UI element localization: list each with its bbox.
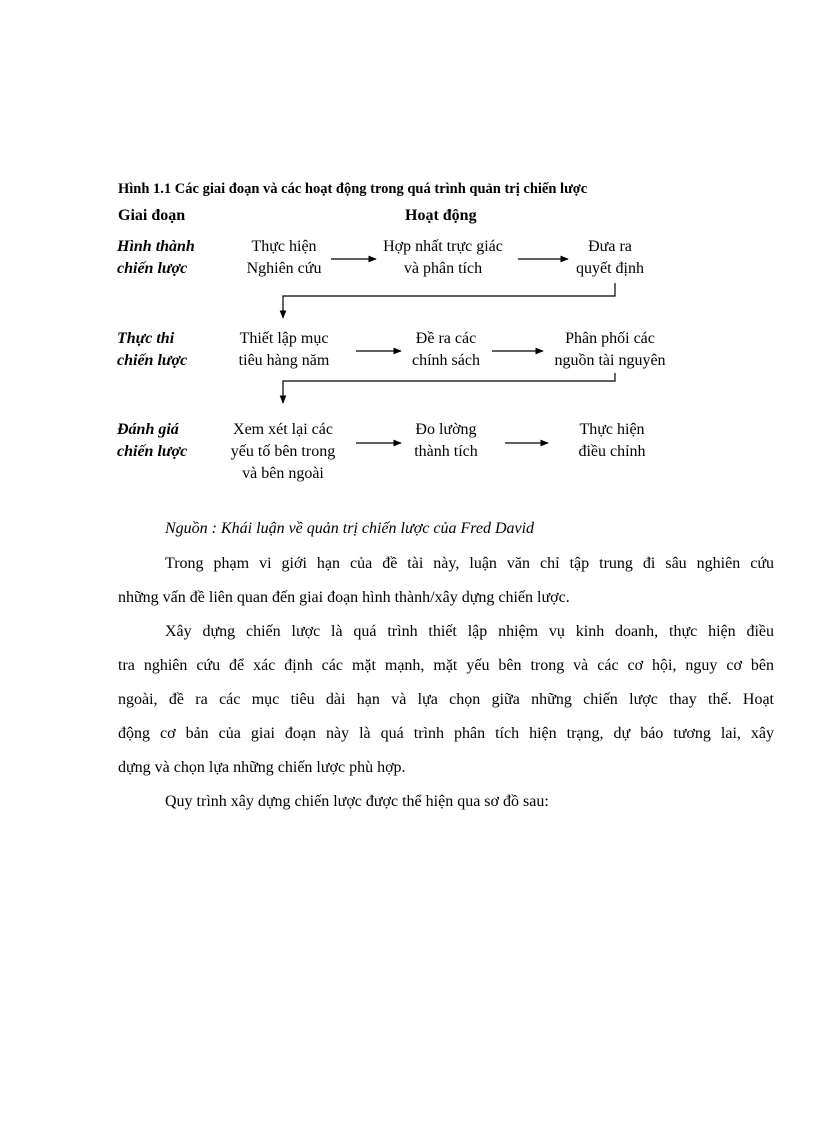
activity-line: Thực hiện <box>251 238 317 255</box>
activity-research <box>229 236 339 280</box>
activity-line: Đề ra các <box>415 330 477 347</box>
stage-label-line: Đánh giá <box>117 421 179 438</box>
activity-line: yếu tố bên trong <box>230 443 336 460</box>
activity-decision <box>555 236 665 280</box>
paragraph-line: Xây dựng chiến lược là quá trình thiết lập nhiệm vụ kinh doanh, thực hiện điều <box>165 623 774 640</box>
stage-label-line: chiến lược <box>117 260 188 277</box>
activity-measure-performance <box>391 419 501 463</box>
activity-line: chính sách <box>412 352 480 369</box>
stage-label-line: chiến lược <box>117 352 188 369</box>
stage-implementation <box>117 328 187 372</box>
stage-label-line: Thực thi <box>117 330 175 347</box>
activity-policies <box>391 328 501 372</box>
paragraph-process-intro <box>118 785 774 819</box>
activity-line: Thực hiện <box>579 421 645 438</box>
activity-corrective-action <box>557 419 667 463</box>
activity-intuition-analysis <box>368 236 518 280</box>
activity-line: nguồn tài nguyên <box>554 352 666 369</box>
paragraph-line: Quy trình xây dựng chiến lược được thể hiện qua sơ đồ sau: <box>165 793 549 810</box>
activity-line: và bên ngoài <box>242 465 324 482</box>
connector-arrow <box>283 373 615 403</box>
stage-label-line: Hình thành <box>117 238 195 255</box>
activity-line: Đo lường <box>415 421 477 438</box>
connector-arrow <box>283 283 615 318</box>
paragraph-line: ngoài, đề ra các mục tiêu dài hạn và lựa chọn giữa những chiến lược thay thế. Hoạt <box>118 691 774 708</box>
activity-line: Thiết lập mục <box>239 330 329 347</box>
activity-resource-allocation <box>535 328 685 372</box>
stage-evaluation <box>117 419 187 463</box>
activity-line: Hợp nhất trực giác <box>383 238 503 255</box>
paragraph-line: những vấn đề liên quan đến giai đoạn hình thành/xây dựng chiến lược. <box>118 589 570 606</box>
activity-column-header: Hoạt động <box>405 207 477 224</box>
activity-line: Đưa ra <box>588 238 632 255</box>
paragraph-line: dựng và chọn lựa những chiến lược phù hợp. <box>118 759 406 776</box>
paragraph-line: động cơ bản của giai đoạn này là quá trình phân tích hiện trạng, dự báo tương lai, xây <box>118 725 774 742</box>
figure-source: Nguồn : Khái luận về quản trị chiến lược của Fred David <box>165 520 535 537</box>
stage-formulation <box>117 236 195 280</box>
activity-line: và phân tích <box>403 260 483 277</box>
activity-line: thành tích <box>414 443 478 460</box>
activity-line: quyết định <box>576 260 644 277</box>
activity-line: tiêu hàng năm <box>238 352 330 369</box>
activity-line: Xem xét lại các <box>233 421 333 438</box>
figure-caption: Hình 1.1 Các giai đoạn và các hoạt động trong quá trình quản trị chiến lược <box>118 181 588 197</box>
paragraph-scope <box>118 547 774 615</box>
paragraph-line: tra nghiên cứu để xác định các mặt mạnh, mặt yếu bên trong và các cơ hội, nguy cơ bên <box>118 657 774 674</box>
activity-annual-objectives <box>222 328 346 372</box>
activity-line: điều chỉnh <box>578 443 646 460</box>
paragraph-line: Trong phạm vi giới hạn của đề tài này, luận văn chỉ tập trung đi sâu nghiên cứu <box>165 555 774 572</box>
stage-label-line: chiến lược <box>117 443 188 460</box>
activity-line: Nghiên cứu <box>246 260 322 277</box>
activity-review-factors <box>218 419 348 485</box>
activity-line: Phân phối các <box>565 330 655 347</box>
paragraph-strategy-formulation <box>118 615 774 785</box>
stage-column-header: Giai đoạn <box>118 207 186 224</box>
